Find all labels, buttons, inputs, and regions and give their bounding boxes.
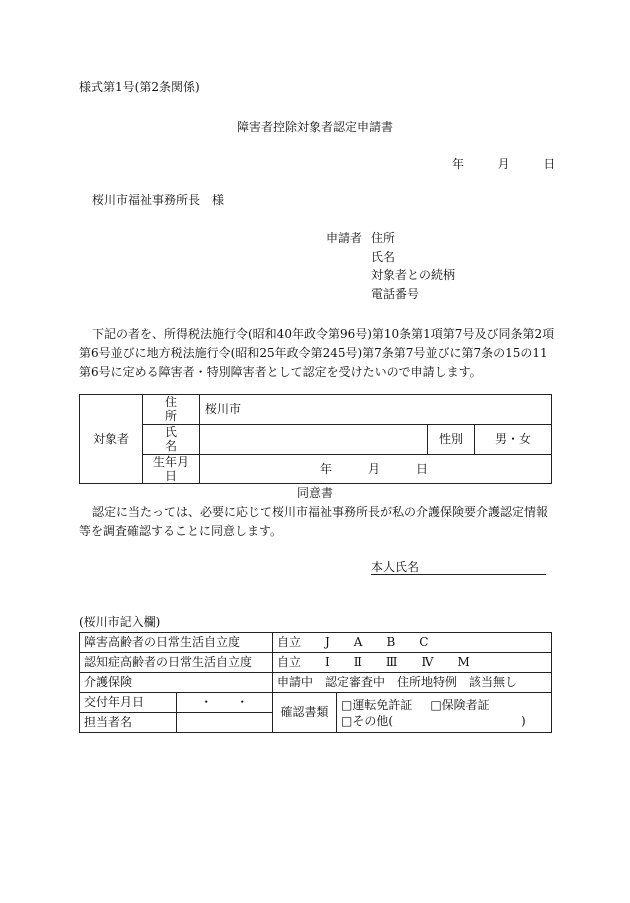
doc-type-options [337,693,552,733]
signature-label: 本人氏名 [371,560,420,574]
signature-line[interactable] [371,560,546,575]
date-line [452,157,555,171]
subject-address-field[interactable]: 桜川市 [200,395,552,425]
office-row-value[interactable]: 自立 J A B C [273,633,552,653]
document-title: 障害者控除対象者認定申請書 [236,120,393,134]
applicant-relation-label: 対象者との続柄 [371,268,456,282]
subject-name-field[interactable] [200,424,428,454]
doc-type-label: 確認書類 [273,693,337,733]
office-use-label: (桜川市記入欄) [79,615,161,629]
office-row-value[interactable]: 自立 Ⅰ Ⅱ Ⅲ Ⅳ M [273,653,552,673]
doc-option-other[interactable]: □その他( [341,713,394,728]
doc-option-other-close: ) [521,713,526,728]
issue-date-label: 交付年月日 [80,693,177,713]
applicant-address-label: 住所 [371,231,396,245]
office-row-label: 障害高齢者の日常生活自立度 [80,633,273,653]
subject-address-label: 住 所 [143,395,200,425]
doc-option-license[interactable]: □運転免許証 [341,697,413,712]
subject-sex-label: 性別 [428,424,475,454]
staff-name-field[interactable] [176,713,273,733]
office-row-value[interactable]: 申請中 認定審査中 住所地特例 該当無し [273,673,552,693]
applicant-name-label: 氏名 [371,249,396,264]
dob-day: 日 [416,461,429,476]
applicant-fields [371,231,455,305]
addressee: 桜川市福祉事務所長 様 [92,193,225,207]
consent-paragraph: 認定に当たっては、必要に応じて桜川市福祉事務所長が私の介護保険要介護認定情報等を調査確認することに同意します。 [79,505,549,538]
date-day: 日 [543,157,556,171]
office-row-label: 介護保険 [80,673,273,693]
dob-month: 月 [368,461,381,476]
consent-statement [79,503,555,541]
consent-title: 同意書 [296,486,333,500]
issue-date-field[interactable]: ・ ・ [176,693,273,713]
office-row-label: 認知症高齢者の日常生活自立度 [80,653,273,673]
office-use-table [79,632,552,733]
form-number: 様式第1号(第2条関係) [79,80,200,94]
subject-dob-label: 生年月日 [143,454,200,484]
subject-group-label: 対象者 [80,395,143,484]
subject-sex-field[interactable]: 男・女 [475,424,552,454]
dob-year: 年 [320,461,333,476]
applicant-label: 申請者 [326,231,363,245]
subject-table [79,394,552,484]
subject-dob-field[interactable] [200,454,552,484]
application-paragraph: 下記の者を、所得税法施行令(昭和40年政令第96号)第10条第1項第7号及び同条第2項第6号並びに地方税法施行令(昭和25年政令第245号)第7条第7号並びに第7条の15の11第6号に定める障害者・特別障害者として認定を受けたいので申請します。 [79,327,555,379]
subject-name-label: 氏 名 [143,424,200,454]
doc-option-insurance[interactable]: □保険者証 [430,697,490,712]
staff-name-label: 担当者名 [80,713,177,733]
date-year: 年 [452,157,465,171]
date-month: 月 [497,157,510,171]
application-statement [79,325,559,382]
applicant-phone-label: 電話番号 [371,286,420,301]
